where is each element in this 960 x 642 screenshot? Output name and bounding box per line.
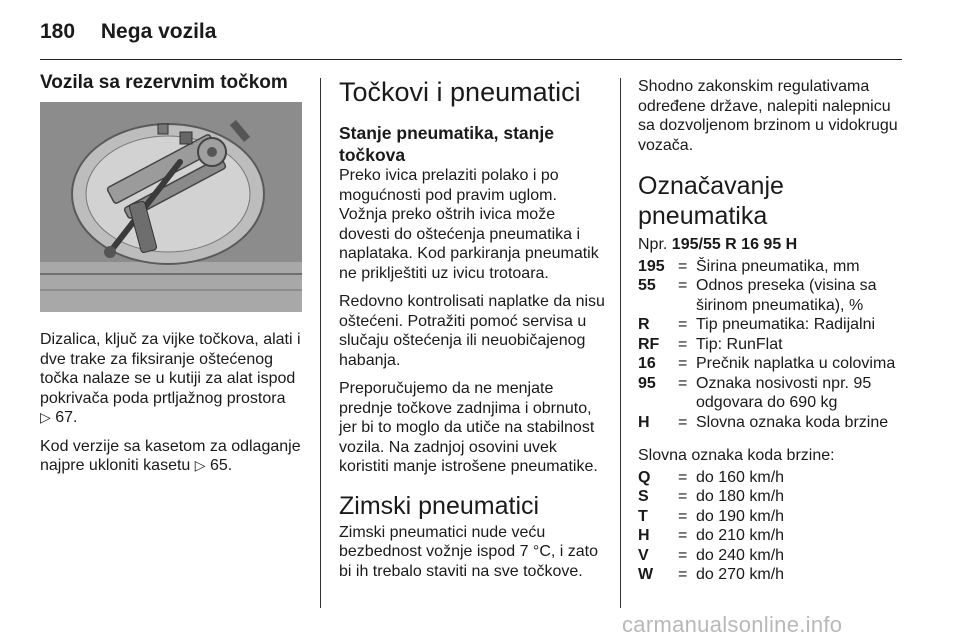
designation-row [638,413,904,433]
section-title-wheels-tyres: Točkovi i pneumatici [339,77,581,107]
page-number: 180 [40,20,76,43]
designation-equals: = [678,374,688,392]
speed-code-heading: Slovna oznaka koda brzine: [638,447,835,464]
example-line [638,235,904,255]
tool-kit-illustration [40,102,302,312]
designation-equals: = [678,335,688,353]
speed-key: T [638,507,648,525]
section-title-winter-tyres: Zimski pneumatici [339,491,540,520]
paragraph-tool-location: Dizalica, ključ za vijke točkova, alati i dve trake za fiksiranje oštećenog točka nalaze se u kutiji za alat ispod pokrivača poda prtljažnog prostora ▷ 67. [40,331,301,426]
page-ref-65[interactable]: 65. [210,457,233,474]
example-prefix: Npr. [638,236,668,253]
designation-key: H [638,413,650,431]
header-rule [40,59,902,60]
page-ref-67[interactable]: 67. [55,409,78,426]
speed-value: do 270 km/h [696,566,785,583]
chapter-title: Nega vozila [100,20,217,43]
designation-key: R [638,316,650,333]
designation-row [638,315,904,335]
subsection-title-tyre-condition: Stanje pneumatika, stanje točkova [339,123,554,165]
designation-equals: = [678,257,688,275]
designation-key: 55 [638,277,656,294]
speed-value: do 180 km/h [696,488,785,505]
designation-table [638,257,904,433]
watermark: carmanualsonline.info [622,612,843,637]
example-code: 195/55 R 16 95 H [671,236,798,253]
speed-key: V [638,546,649,564]
speed-equals: = [678,527,688,544]
speed-key: Q [638,468,651,486]
column-divider-left [320,78,321,608]
page-ref-arrow-icon: ▷ [40,409,51,425]
designation-row [638,374,904,413]
designation-equals: = [678,355,688,372]
paragraph-cassette: Kod verzije sa kasetom za odlaganje najpre ukloniti kasetu ▷ 65. [40,437,301,474]
designation-key: RF [638,335,660,353]
speed-value: do 160 km/h [696,468,785,486]
page-ref-arrow-icon: ▷ [194,457,206,473]
speed-equals: = [678,468,688,486]
speed-value: do 190 km/h [696,507,785,525]
paragraph-rims: Redovno kontrolisati naplatke da nisu oštećeni. Potražiti pomoć servisa u slučaju oštećenja ili neuobičajenog habanja. [339,293,605,369]
speed-key: H [638,527,650,544]
paragraph-speed-sticker: Shodno zakonskim regulativama određene države, nalepiti nalepnicu sa dozvoljenom brzinom u vidokrugu vozača. [638,78,898,154]
tool-kit-drawing [40,102,302,312]
designation-row [638,276,904,315]
designation-value: Tip pneumatika: Radijalni [696,316,876,333]
section-title-tyre-designation: Označavanje pneumatika [638,172,784,230]
designation-key: 195 [638,257,665,275]
designation-key: 16 [638,355,656,372]
designation-row [638,257,904,277]
designation-row [638,354,904,374]
speed-equals: = [678,488,688,505]
speed-value: do 210 km/h [696,527,785,544]
column-1 [40,72,308,485]
column-divider-right [620,78,621,608]
section-heading-spare-wheel: Vozila sa rezervnim točkom [40,72,288,93]
designation-value: Oznaka nosivosti npr. 95 odgovara do 690 kg [696,374,872,411]
designation-equals: = [678,413,688,431]
designation-value: Slovna oznaka koda brzine [696,413,889,431]
designation-equals: = [678,277,688,294]
speed-row [638,507,784,527]
paragraph-rotation: Preporučujemo da ne menjate prednje točkove zadnjima i obrnuto, jer bi to moglo da utiče na stabilnost vozila. Na zadnjoj osovini uvek koristiti manje istrošene pneumatike. [339,380,598,475]
speed-row [638,487,784,507]
designation-equals: = [678,316,688,333]
paragraph-kerbs: Preko ivica prelaziti polako i po mogućnosti pod pravim uglom. Vožnja preko oštrih ivica može dovesti do oštećenja pneumatika i naplataka. Kod parkiranja pneumatik ne priklještiti uz ivicu trotoara. [339,167,599,282]
designation-value: Prečnik naplatka u colovima [696,355,896,372]
speed-key: W [638,566,654,583]
paragraph-winter: Zimski pneumatici nude veću bezbednost vožnje ispod 7 °C, i zato bi ih trebalo staviti na sve točkove. [339,523,598,580]
column-3 [638,72,904,599]
column-2 [339,72,607,590]
speed-equals: = [678,566,688,583]
speed-row [638,546,784,566]
designation-value: Širina pneumatika, mm [696,257,860,275]
speed-equals: = [678,546,688,564]
speed-value: do 240 km/h [696,546,785,564]
speed-row [638,526,784,546]
designation-value: Tip: RunFlat [696,335,783,353]
designation-row [638,335,904,355]
page-header [40,20,216,44]
speed-row [638,468,784,488]
speed-key: S [638,488,649,505]
speed-equals: = [678,507,688,525]
designation-key: 95 [638,374,656,392]
speed-code-table [638,468,784,585]
speed-row [638,565,784,585]
designation-value: Odnos preseka (visina sa širinom pneumatika), % [696,277,877,314]
